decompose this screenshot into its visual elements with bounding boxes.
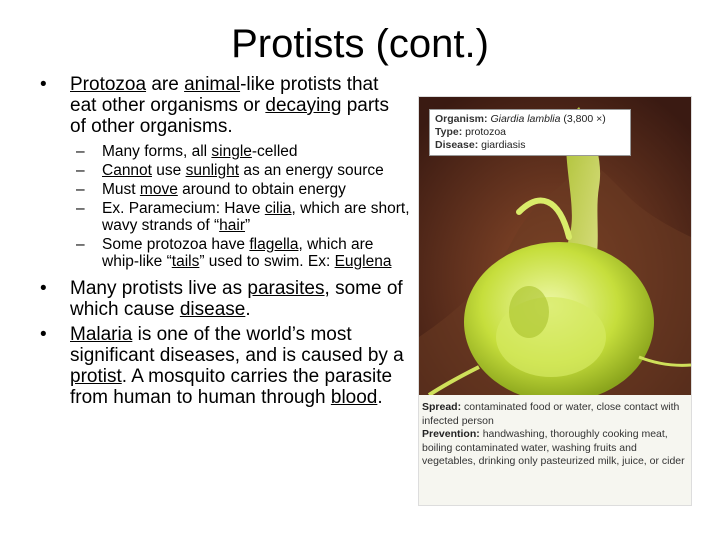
dash-mark: – — [76, 181, 85, 198]
text: . — [245, 299, 251, 320]
term-tails: tails — [171, 253, 200, 270]
term-decaying: decaying — [265, 95, 342, 116]
disease-label: Disease: — [435, 139, 479, 151]
type-value: protozoa — [465, 126, 507, 138]
type-label: Type: — [435, 126, 463, 138]
term-animal: animal — [184, 74, 241, 95]
organism-label: Organism: — [435, 113, 488, 125]
text: Must — [102, 181, 140, 198]
spread-label: Spread: — [422, 401, 462, 413]
spread-row — [422, 401, 688, 428]
organism-info-box — [429, 109, 631, 156]
prevention-row — [422, 428, 688, 469]
text: ” — [245, 217, 251, 234]
text: , some of which cause — [70, 278, 403, 320]
sub-bullet-sunlight — [40, 162, 410, 179]
text: Many forms, all — [102, 143, 212, 160]
text: parts of other organisms. — [70, 95, 389, 137]
protozoa-sublist — [40, 143, 410, 270]
slide-content — [40, 74, 410, 412]
bullet-mark: • — [40, 74, 47, 95]
bullet-mark: • — [40, 324, 47, 345]
term-malaria: Malaria — [70, 324, 133, 345]
bullet-parasites — [40, 278, 410, 320]
text: Some protozoa have — [102, 236, 250, 253]
term-cannot: Cannot — [102, 162, 152, 179]
text: are — [146, 74, 185, 95]
term-parasites: parasites — [247, 278, 325, 299]
term-euglena: Euglena — [334, 253, 392, 270]
term-hair: hair — [219, 217, 246, 234]
text: around to obtain energy — [177, 181, 346, 198]
bullet-malaria — [40, 324, 410, 408]
term-disease: disease — [179, 299, 246, 320]
organism-value: Giardia lamblia — [490, 113, 561, 125]
text: use — [151, 162, 186, 179]
text: Many protists live as — [70, 278, 248, 299]
dash-mark: – — [76, 143, 85, 160]
sub-bullet-move — [40, 181, 410, 198]
sub-bullet-single-celled — [40, 143, 410, 160]
term-cilia: cilia — [264, 200, 292, 217]
text: Ex. Paramecium: Have — [102, 200, 265, 217]
organism-row — [435, 113, 625, 126]
sub-bullet-cilia — [40, 200, 410, 234]
dash-mark: – — [76, 162, 85, 179]
prevention-label: Prevention: — [422, 428, 480, 440]
term-protist: protist — [70, 366, 122, 387]
term-protozoa: Protozoa — [70, 74, 147, 95]
type-row — [435, 126, 625, 139]
text: . A mosquito carries the parasite from human to human through — [70, 366, 393, 408]
text: ” used to swim. Ex: — [199, 253, 335, 270]
text: is one of the world’s most significant diseases, and is caused by a — [70, 324, 404, 366]
term-flagella: flagella — [249, 236, 299, 253]
spread-value: contaminated food or water, close contact with infected person — [422, 401, 680, 427]
term-sunlight: sunlight — [185, 162, 240, 179]
bullet-protozoa — [40, 74, 410, 137]
text: as an energy source — [239, 162, 384, 179]
text: . — [377, 387, 383, 408]
term-blood: blood — [330, 387, 378, 408]
disease-value: giardiasis — [481, 139, 526, 151]
disease-row — [435, 139, 625, 152]
slide-title: Protists (cont.) — [231, 22, 489, 66]
bullet-mark: • — [40, 278, 47, 299]
giardia-figure — [418, 96, 692, 506]
figure-caption — [422, 401, 688, 469]
term-move: move — [139, 181, 178, 198]
magnification: (3,800 ×) — [563, 113, 606, 125]
text: , which are whip-like “ — [102, 236, 374, 270]
sub-bullet-flagella — [40, 236, 410, 270]
dash-mark: – — [76, 200, 85, 217]
text: -celled — [251, 143, 298, 160]
dash-mark: – — [76, 236, 85, 253]
term-single: single — [211, 143, 252, 160]
text: -like protists that eat other organisms or — [70, 74, 379, 116]
text: , which are short, wavy strands of “ — [102, 200, 410, 234]
prevention-value: handwashing, thoroughly cooking meat, boiling contaminated water, washing fruits and vegetables, drinking only pasteurized milk, juice, or cider — [422, 428, 685, 467]
